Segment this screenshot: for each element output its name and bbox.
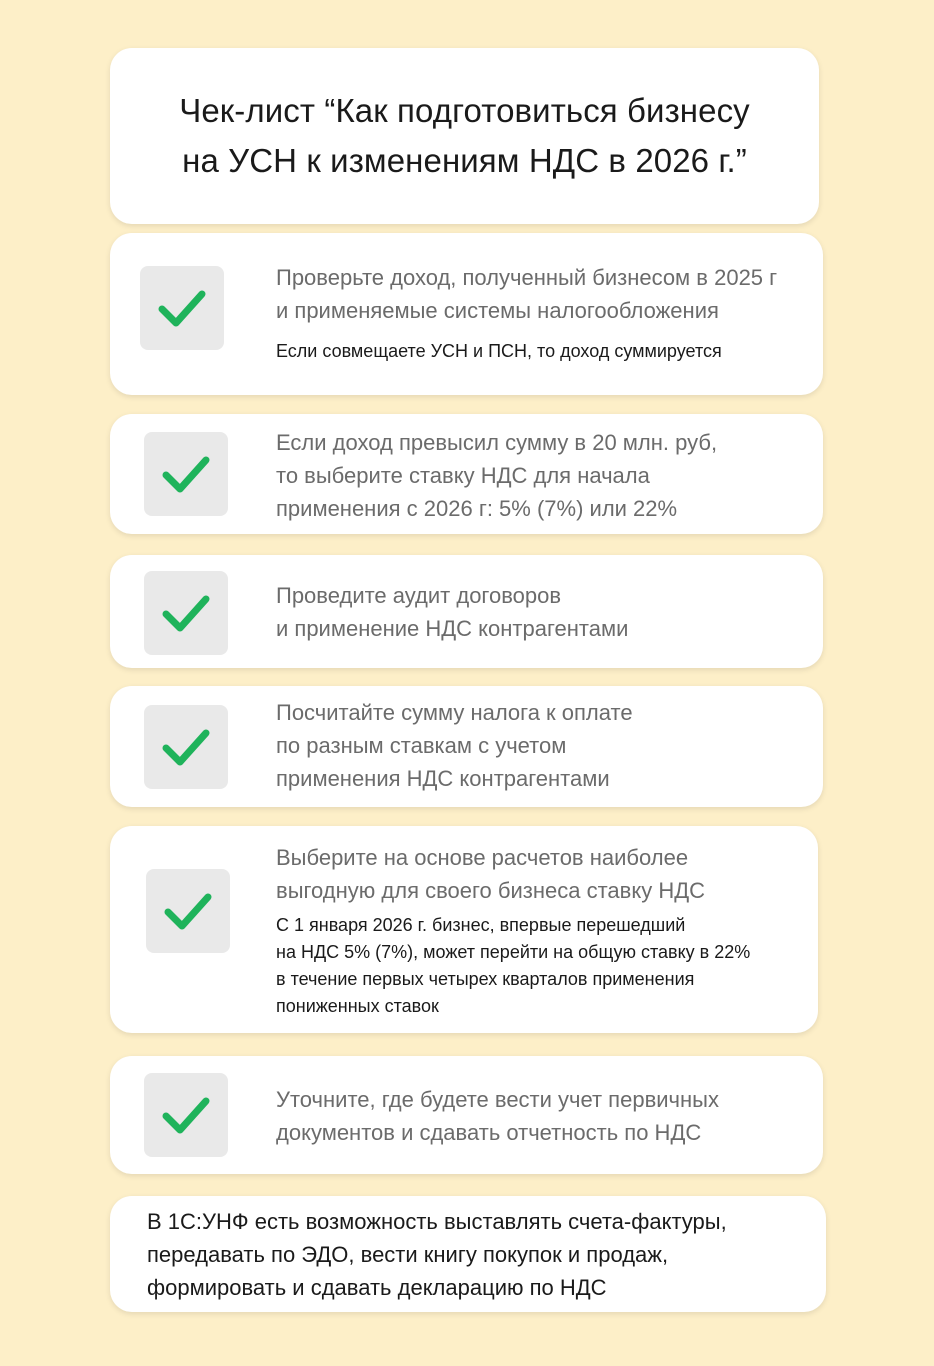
item-line: Проведите аудит договоров [276,583,562,608]
item-text [276,426,717,525]
checkmark-icon [161,726,211,768]
checkbox-checked[interactable] [144,432,228,516]
item-text [276,1083,719,1149]
footer-line: передавать по ЭДО, вести книгу покупок и продаж, [147,1242,669,1267]
checkbox-checked[interactable] [146,869,230,953]
item-line: и применяемые системы налогообложения [276,298,719,323]
checkbox-checked[interactable] [144,571,228,655]
item-text [276,261,777,327]
item-note [276,339,722,363]
page-title [179,86,750,186]
item-line: применения с 2026 г: 5% (7%) или 22% [276,496,678,521]
checkbox-checked[interactable] [144,705,228,789]
title-line-2: на УСН к изменениям НДС в 2026 г.” [182,142,747,179]
footer-card [110,1196,826,1312]
item-line: то выберите ставку НДС для начала [276,463,650,488]
item-line: выгодную для своего бизнеса ставку НДС [276,878,706,903]
checklist-item-2 [110,414,823,534]
checkmark-icon [163,890,213,932]
checkmark-icon [161,592,211,634]
title-card [110,48,819,224]
item-line: по разным ставкам с учетом [276,733,567,758]
title-line-1: Чек-лист “Как подготовиться бизнесу [179,92,750,129]
footer-line: формировать и сдавать декларацию по НДС [147,1275,607,1300]
item-line: Проверьте доход, полученный бизнесом в 2025 г [276,265,778,290]
checkmark-icon [157,287,207,329]
checkmark-icon [161,453,211,495]
checklist-item-5 [110,826,818,1033]
item-text [276,696,633,795]
footer-text [147,1205,727,1304]
checklist-item-1 [110,233,823,395]
item-line: Посчитайте сумму налога к оплате [276,700,633,725]
item-note [276,912,750,1020]
item-text [276,579,628,645]
note-line: Если совмещаете УСН и ПСН, то доход суммируется [276,341,722,361]
item-text [276,841,705,907]
item-line: Если доход превысил сумму в 20 млн. руб, [276,430,718,455]
item-line: Выберите на основе расчетов наиболее [276,845,689,870]
footer-line: В 1С:УНФ есть возможность выставлять счета-фактуры, [147,1209,727,1234]
note-line: пониженных ставок [276,996,439,1016]
checklist-item-4 [110,686,823,807]
note-line: в течение первых четырех кварталов применения [276,969,695,989]
item-line: применения НДС контрагентами [276,766,610,791]
checklist-item-6 [110,1056,823,1174]
item-line: и применение НДС контрагентами [276,616,629,641]
checkmark-icon [161,1094,211,1136]
checkbox-checked[interactable] [144,1073,228,1157]
note-line: на НДС 5% (7%), может перейти на общую ставку в 22% [276,942,751,962]
checkbox-checked[interactable] [140,266,224,350]
item-line: документов и сдавать отчетность по НДС [276,1120,702,1145]
checklist-item-3 [110,555,823,668]
item-line: Уточните, где будете вести учет первичных [276,1087,719,1112]
note-line: С 1 января 2026 г. бизнес, впервые перешедший [276,915,686,935]
